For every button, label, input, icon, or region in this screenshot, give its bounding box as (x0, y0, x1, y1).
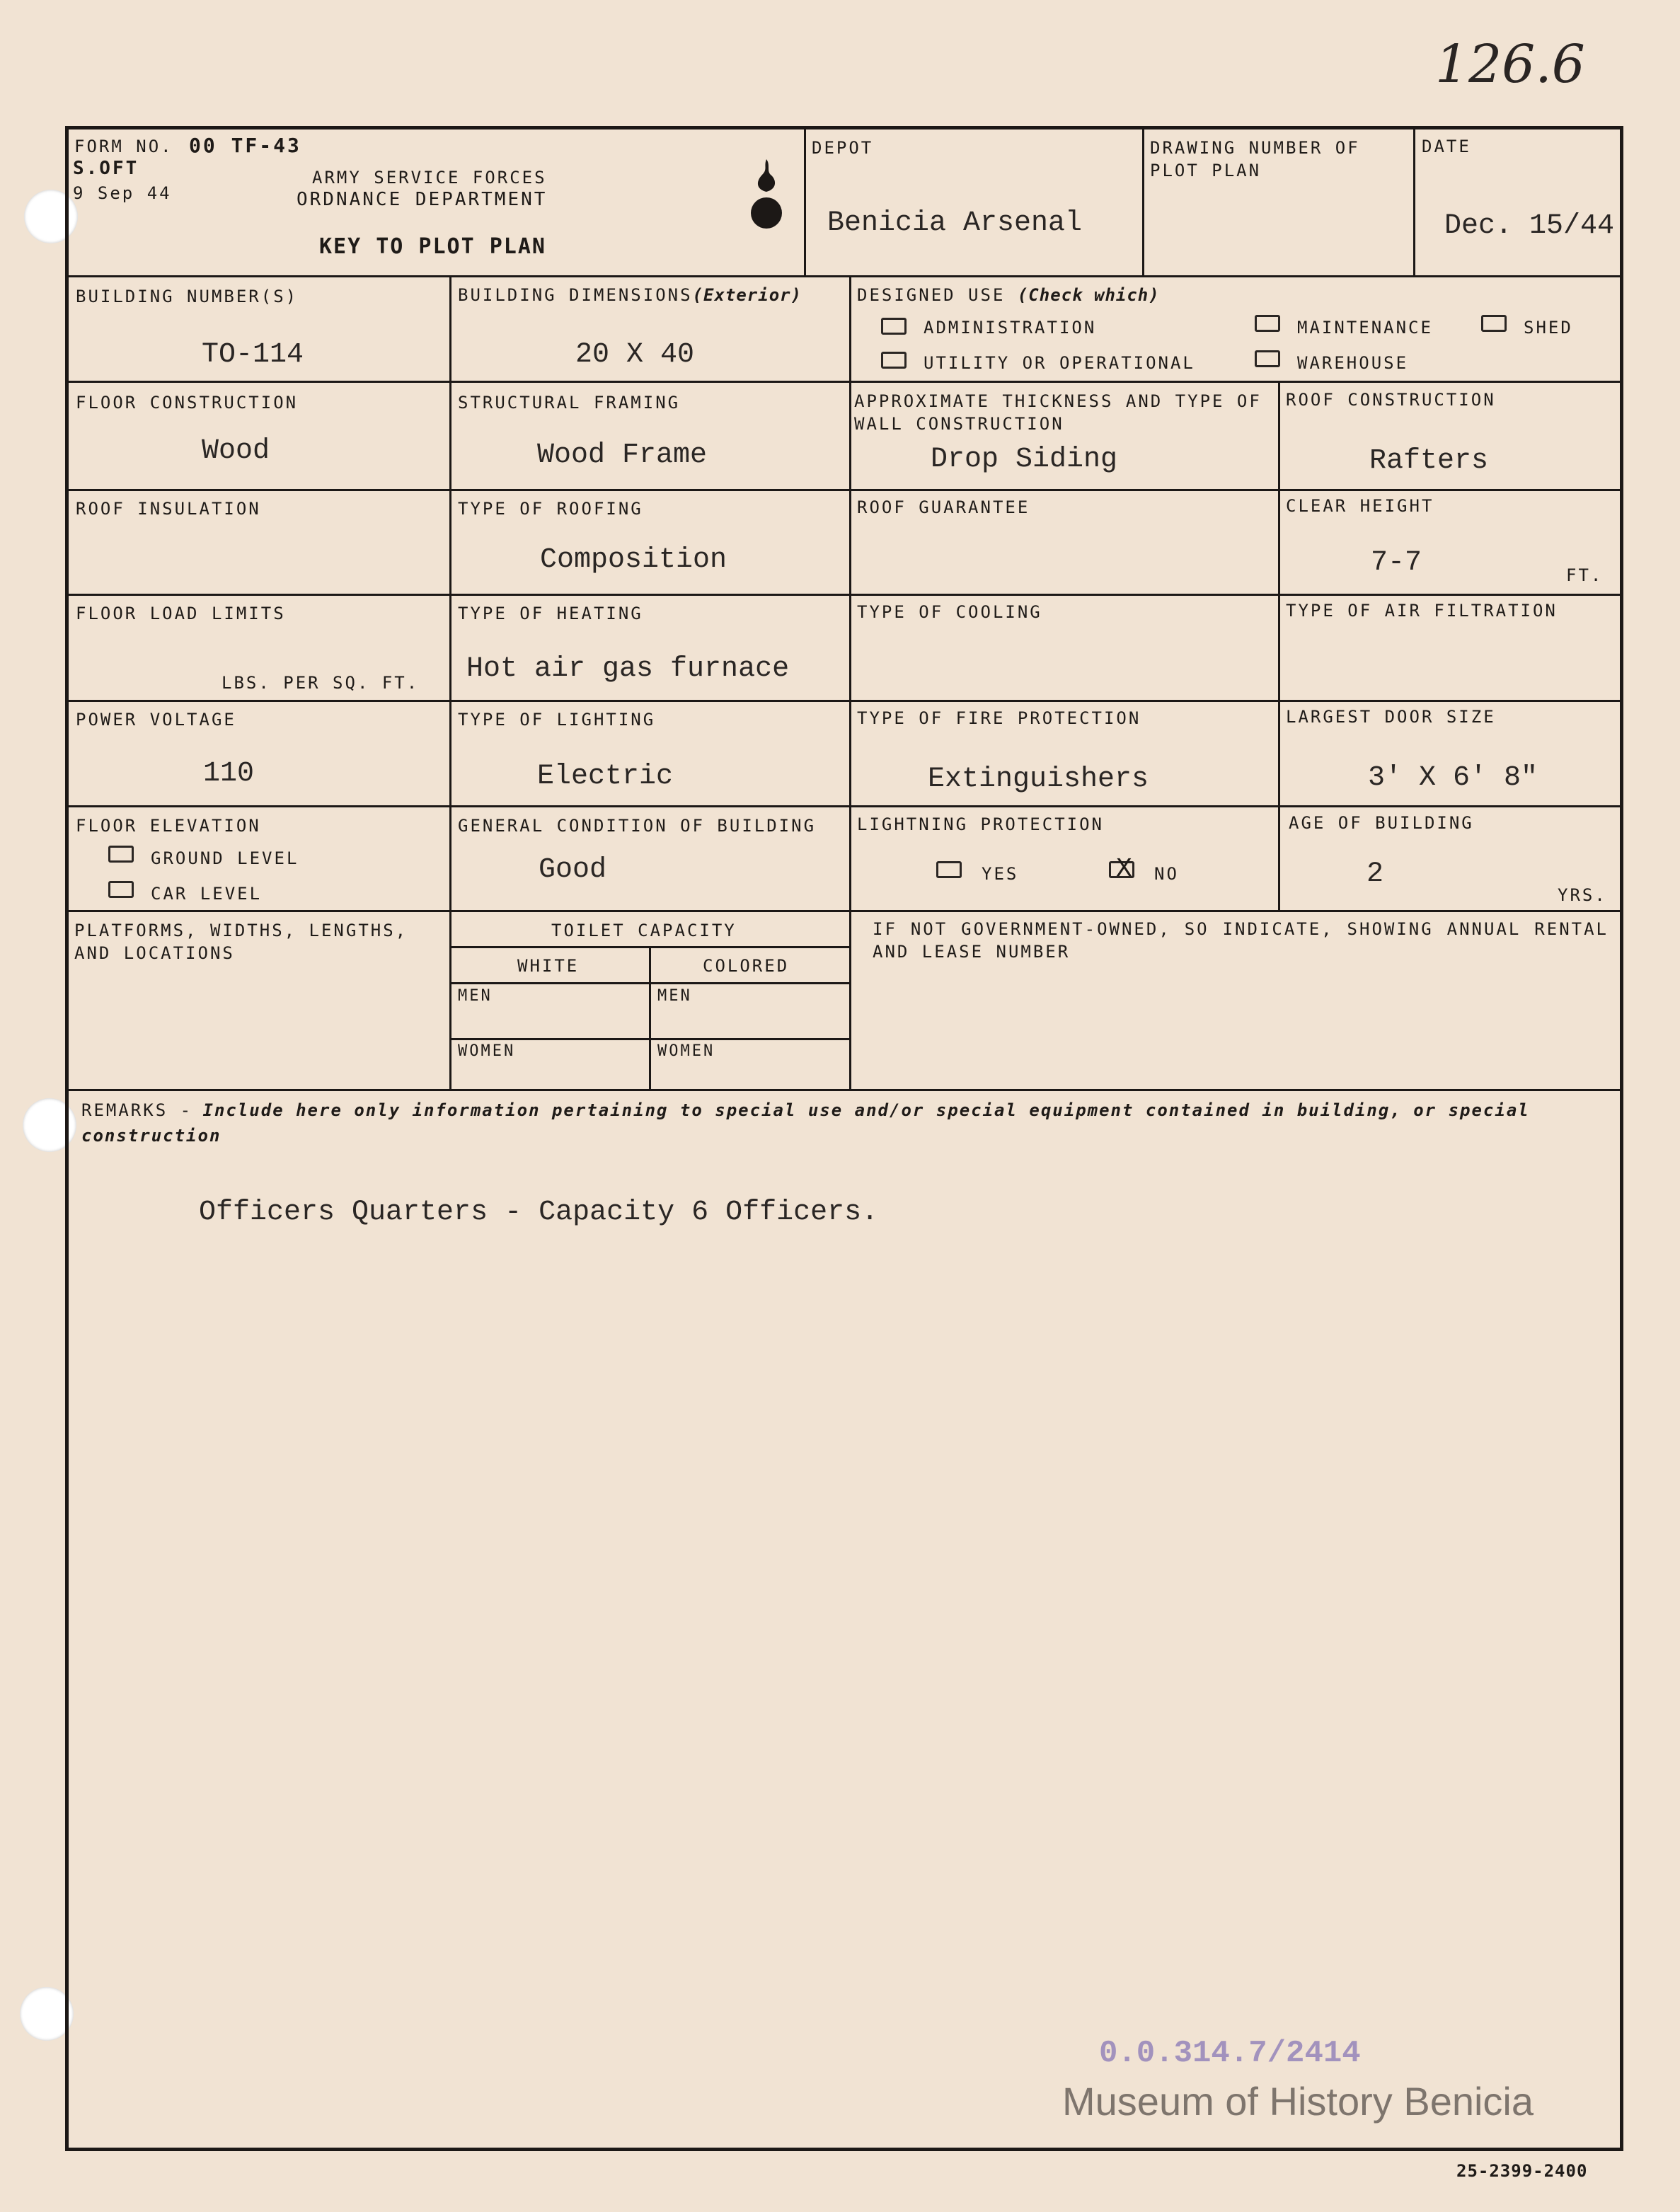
age-value: 2 (1367, 858, 1384, 890)
power-voltage-label: POWER VOLTAGE (76, 710, 236, 730)
shed-option-label: SHED (1524, 318, 1573, 338)
remarks-header (81, 1098, 1610, 1148)
depot-value: Benicia Arsenal (827, 207, 1083, 239)
toilet-colored-label: COLORED (703, 956, 790, 976)
remarks-instruction: Include here only information pertaining to special use and/or special equipment contained in building, or special construction (81, 1100, 1530, 1146)
toilet-white-label: WHITE (517, 956, 580, 976)
form-sub-code: S.OFT (73, 158, 139, 179)
condition-value: Good (539, 854, 607, 886)
type-of-roofing-value: Composition (540, 544, 727, 576)
building-number-label: BUILDING NUMBER(S) (76, 287, 299, 306)
building-number-value: TO-114 (202, 339, 304, 371)
maintenance-checkbox[interactable] (1255, 315, 1280, 332)
fire-protection-value: Extinguishers (928, 764, 1149, 795)
agency-line-1: ARMY SERVICE FORCES (312, 168, 547, 188)
roof-construction-label: ROOF CONSTRUCTION (1286, 390, 1496, 410)
air-filtration-label: TYPE OF AIR FILTRATION (1286, 601, 1558, 621)
ground-level-label: GROUND LEVEL (151, 848, 299, 868)
white-women-label: WOMEN (458, 1042, 516, 1060)
clear-height-unit: FT. (1566, 565, 1604, 585)
structural-framing-value: Wood Frame (537, 439, 708, 471)
footer-code: 25-2399-2400 (1456, 2161, 1588, 2181)
depot-label: DEPOT (812, 138, 874, 158)
lightning-no-label: NO (1154, 864, 1179, 884)
warehouse-checkbox[interactable] (1255, 350, 1280, 367)
handwritten-annotation: 126.6 (1435, 34, 1585, 95)
lightning-yes-checkbox[interactable] (936, 861, 962, 878)
car-level-label: CAR LEVEL (151, 884, 263, 904)
drawing-number-label: DRAWING NUMBER OF PLOT PLAN (1150, 138, 1360, 180)
form-title: KEY TO PLOT PLAN (319, 234, 546, 259)
lighting-label: TYPE OF LIGHTING (458, 710, 656, 730)
roof-insulation-label: ROOF INSULATION (76, 499, 261, 519)
cooling-label: TYPE OF COOLING (857, 602, 1042, 622)
form-date: 9 Sep 44 (73, 183, 172, 203)
date-value: Dec. 15/44 (1444, 210, 1615, 242)
maintenance-option-label: MAINTENANCE (1297, 318, 1433, 338)
lightning-protection-label: LIGHTNING PROTECTION (857, 814, 1104, 834)
car-level-checkbox[interactable] (108, 881, 134, 898)
white-men-label: MEN (458, 987, 493, 1005)
clear-height-value: 7-7 (1371, 547, 1422, 579)
date-label: DATE (1422, 137, 1471, 156)
type-of-roofing-label: TYPE OF ROOFING (458, 499, 643, 519)
museum-watermark: Museum of History Benicia (1062, 2079, 1534, 2124)
utility-option-label: UTILITY OR OPERATIONAL (924, 353, 1195, 373)
age-label: AGE OF BUILDING (1289, 813, 1474, 833)
shed-checkbox[interactable] (1481, 315, 1507, 332)
floor-construction-value: Wood (202, 435, 270, 467)
door-size-label: LARGEST DOOR SIZE (1286, 707, 1496, 727)
floor-load-unit: LBS. PER SQ. FT. (221, 673, 420, 693)
toilet-capacity-label: TOILET CAPACITY (551, 921, 737, 940)
structural-framing-label: STRUCTURAL FRAMING (458, 393, 681, 413)
wall-construction-label: APPROXIMATE THICKNESS AND TYPE OF WALL CONSTRUCTION (854, 391, 1262, 434)
administration-checkbox[interactable] (881, 318, 907, 335)
ordnance-bomb-icon (747, 156, 786, 233)
condition-label: GENERAL CONDITION OF BUILDING (458, 816, 817, 836)
clear-height-label: CLEAR HEIGHT (1286, 496, 1434, 516)
heating-label: TYPE OF HEATING (458, 604, 643, 623)
remarks-label: REMARKS - (81, 1100, 193, 1120)
warehouse-option-label: WAREHOUSE (1297, 353, 1409, 373)
heating-value: Hot air gas furnace (466, 653, 790, 685)
building-dimensions-label: BUILDING DIMENSIONS(Exterior) (458, 285, 802, 305)
utility-checkbox[interactable] (881, 352, 907, 369)
fire-protection-label: TYPE OF FIRE PROTECTION (857, 708, 1141, 728)
lighting-value: Electric (537, 761, 674, 793)
door-size-value: 3' X 6' 8" (1368, 762, 1538, 794)
designed-use-label: DESIGNED USE (Check which) (857, 285, 1160, 305)
floor-construction-label: FLOOR CONSTRUCTION (76, 393, 299, 413)
plot-plan-form (65, 126, 1623, 2151)
form-number-label: FORM NO. (74, 137, 173, 156)
colored-men-label: MEN (657, 987, 692, 1005)
roof-guarantee-label: ROOF GUARANTEE (857, 497, 1030, 517)
wall-construction-value: Drop Siding (931, 444, 1118, 476)
floor-load-label: FLOOR LOAD LIMITS (76, 604, 286, 623)
platforms-label: PLATFORMS, WIDTHS, LENGTHS, AND LOCATIONS (74, 921, 408, 963)
ground-level-checkbox[interactable] (108, 846, 134, 863)
roof-construction-value: Rafters (1369, 445, 1489, 477)
form-number-value: 00 TF-43 (189, 134, 301, 157)
lightning-yes-label: YES (982, 864, 1019, 884)
floor-elevation-label: FLOOR ELEVATION (76, 816, 261, 836)
archive-stamp: 0.0.314.7/2414 (1099, 2036, 1361, 2071)
colored-women-label: WOMEN (657, 1042, 715, 1060)
age-unit: YRS. (1558, 885, 1607, 905)
administration-option-label: ADMINISTRATION (924, 318, 1097, 338)
power-voltage-value: 110 (203, 758, 255, 790)
agency-line-2: ORDNANCE DEPARTMENT (297, 189, 548, 210)
remarks-value: Officers Quarters - Capacity 6 Officers. (199, 1197, 879, 1228)
building-dimensions-value: 20 X 40 (575, 339, 695, 371)
not-government-owned-label: IF NOT GOVERNMENT-OWNED, SO INDICATE, SHOWING ANNUAL RENTAL AND LEASE NUMBER (873, 919, 1609, 962)
lightning-no-check-mark: X (1116, 854, 1132, 885)
